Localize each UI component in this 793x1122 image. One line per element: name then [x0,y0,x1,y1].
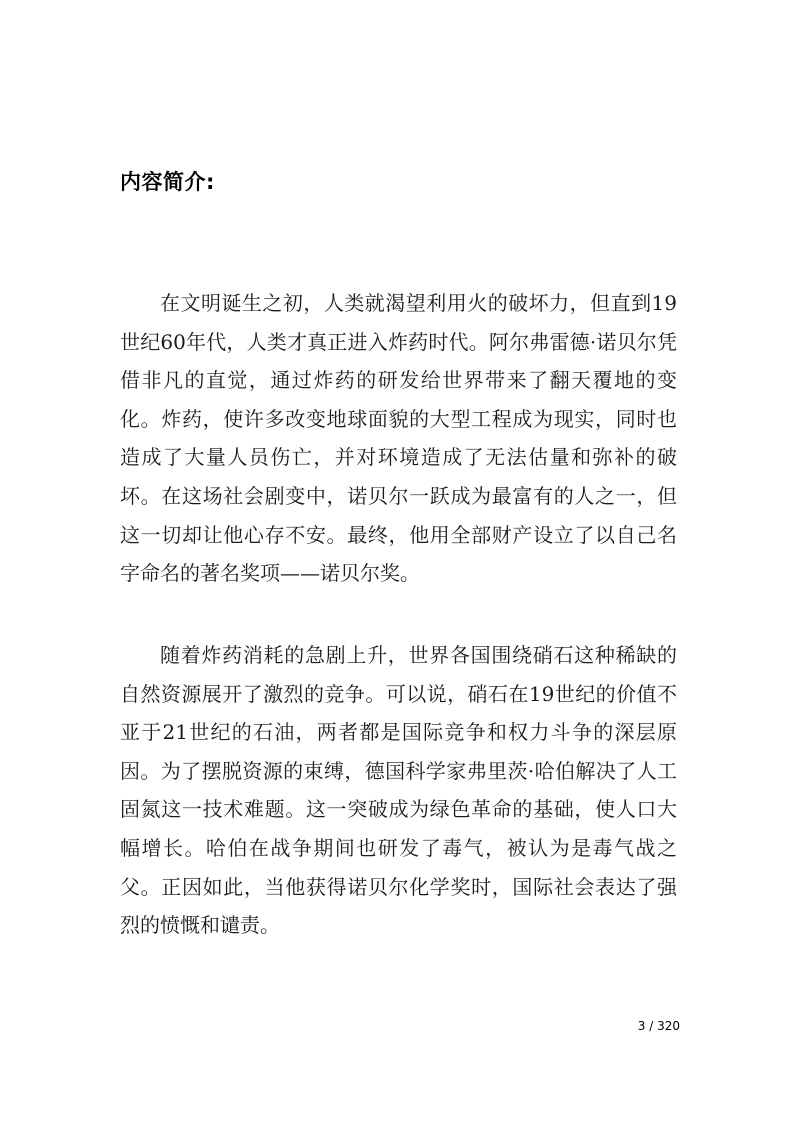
page-number: 3 / 320 [637,1019,680,1033]
paragraph-2: 随着炸药消耗的急剧上升，世界各国围绕硝石这种稀缺的自然资源展开了激烈的竞争。可以说，硝石在19世纪的价值不亚于21世纪的石油，两者都是国际竞争和权力斗争的深层原因。为了摆脱资源的束缚，德国科学家弗里茨·哈伯解决了人工固氮这一技术难题。这一突破成为绿色革命的基础，使人口大幅增长。哈伯在战争期间也研发了毒气，被认为是毒气战之父。正因如此，当他获得诺贝尔化学奖时，国际社会表达了强烈的愤慨和谴责。 [120,643,677,938]
paragraph-1: 在文明诞生之初，人类就渴望利用火的破坏力，但直到19世纪60年代，人类才真正进入炸药时代。阿尔弗雷德·诺贝尔凭借非凡的直觉，通过炸药的研发给世界带来了翻天覆地的变化。炸药，使许多改变地球面貌的大型工程成为现实，同时也造成了大量人员伤亡，并对环境造成了无法估量和弥补的破坏。在这场社会剧变中，诺贝尔一跃成为最富有的人之一，但这一切却让他心存不安。最终，他用全部财产设立了以自己名字命名的著名奖项——诺贝尔奖。 [120,291,677,586]
section-heading: 内容简介: [120,170,215,194]
